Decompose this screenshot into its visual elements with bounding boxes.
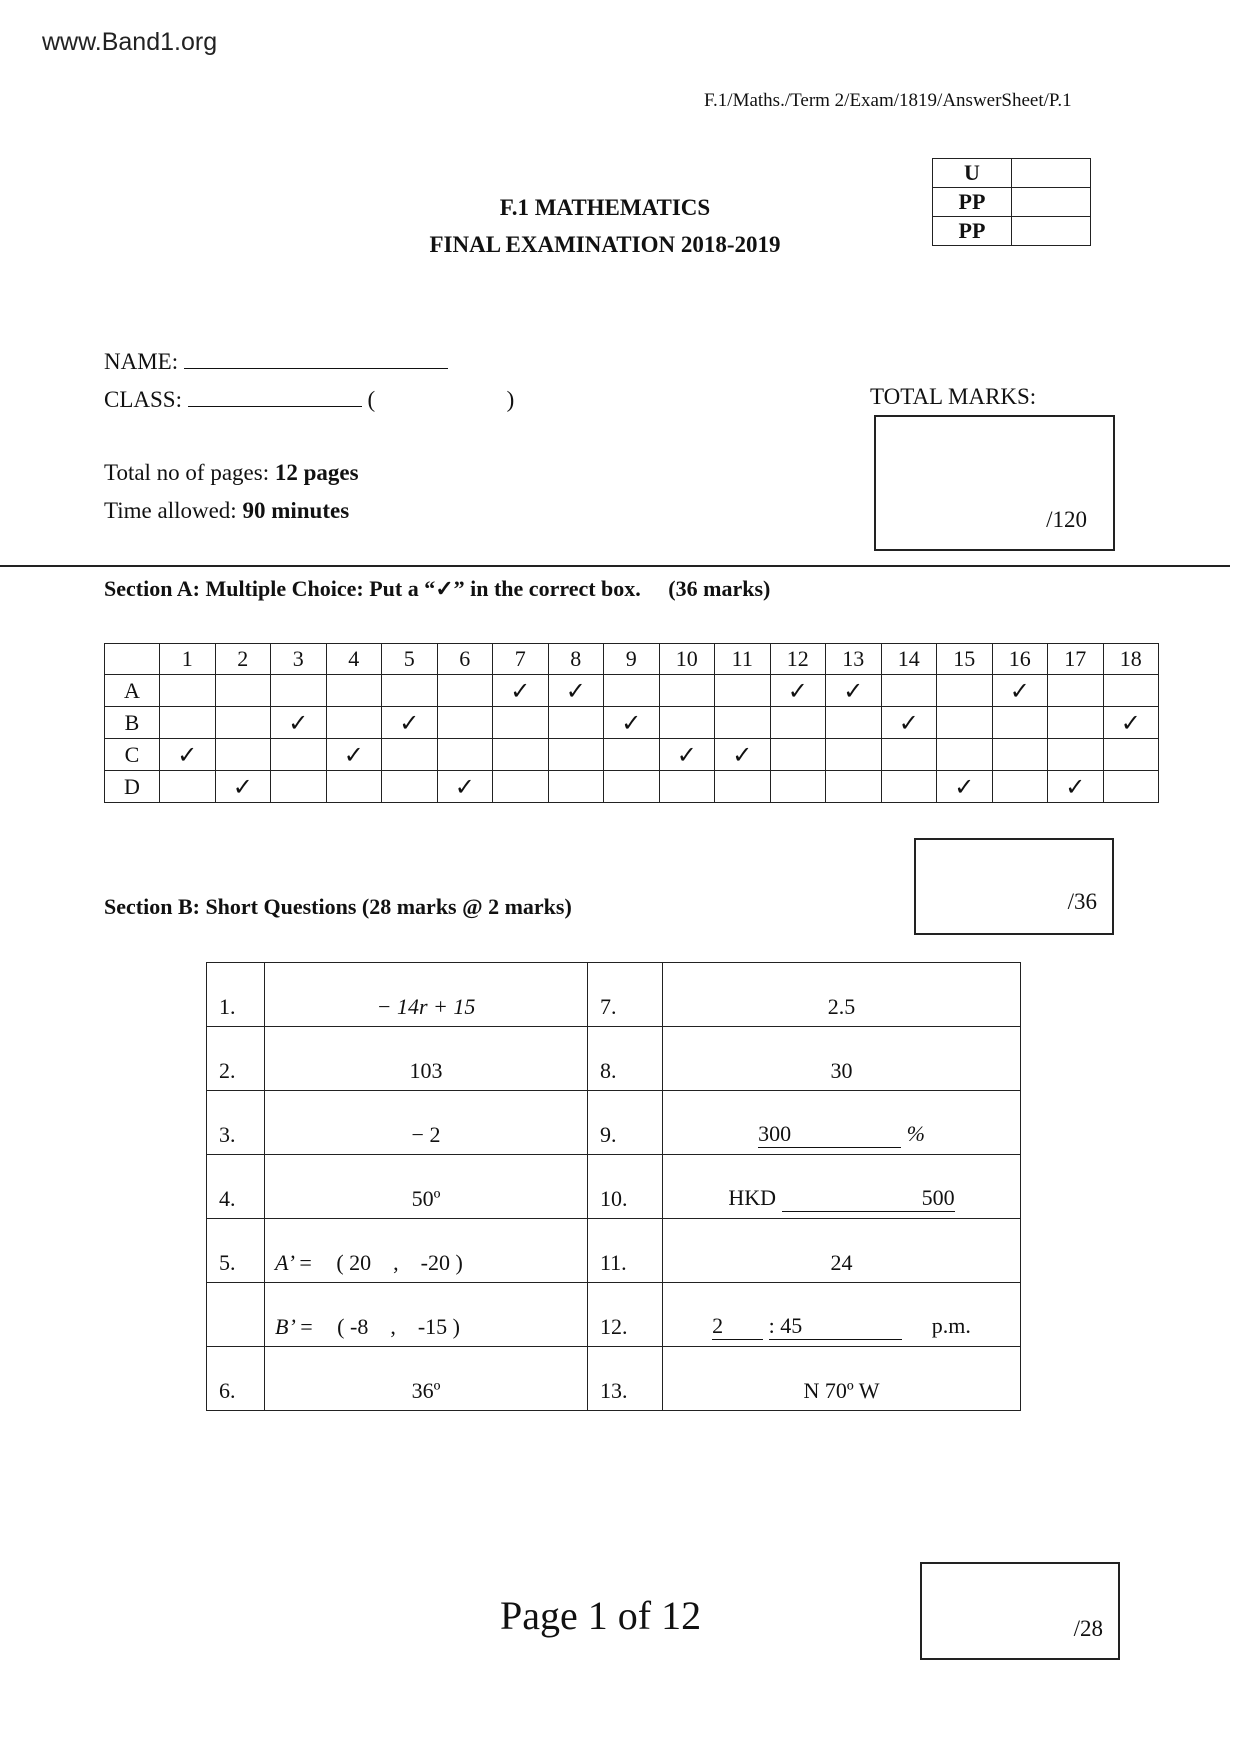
mc-answer-box-q1-a[interactable] bbox=[160, 675, 216, 707]
mc-answer-box-q15-c[interactable] bbox=[937, 739, 993, 771]
name-field[interactable] bbox=[184, 346, 448, 369]
table-row bbox=[207, 1219, 1021, 1283]
mc-answer-box-q18-c[interactable] bbox=[1103, 739, 1159, 771]
mc-answer-box-q9-a[interactable] bbox=[604, 675, 660, 707]
mc-answer-box-q10-b[interactable] bbox=[659, 707, 715, 739]
section-a-score-box[interactable] bbox=[914, 838, 1114, 935]
mc-question-number: 9 bbox=[604, 644, 660, 675]
mc-answer-box-q4-d[interactable] bbox=[326, 771, 382, 803]
q12-answer[interactable] bbox=[663, 1283, 1021, 1347]
mc-answer-box-q7-b[interactable] bbox=[493, 707, 549, 739]
mc-option-label: B bbox=[105, 707, 160, 739]
table-row bbox=[207, 1155, 1021, 1219]
mc-answer-box-q11-b[interactable] bbox=[715, 707, 771, 739]
mc-answer-box-q12-a[interactable]: ✓ bbox=[770, 675, 826, 707]
site-watermark: www.Band1.org bbox=[42, 28, 218, 56]
q3-number: 3. bbox=[207, 1091, 265, 1155]
q5-answer-a[interactable] bbox=[265, 1219, 588, 1283]
mc-option-row-d bbox=[105, 771, 1159, 803]
mc-option-row-b bbox=[105, 707, 1159, 739]
time-value: 90 minutes bbox=[242, 498, 350, 523]
mc-answer-box-q5-d[interactable] bbox=[382, 771, 438, 803]
mc-answer-box-q18-d[interactable] bbox=[1103, 771, 1159, 803]
q10-currency: HKD bbox=[728, 1185, 777, 1210]
mc-answer-box-q10-c[interactable]: ✓ bbox=[659, 739, 715, 771]
mc-answer-box-q16-c[interactable] bbox=[992, 739, 1048, 771]
mc-question-number: 2 bbox=[215, 644, 271, 675]
mc-answer-box-q9-b[interactable]: ✓ bbox=[604, 707, 660, 739]
q12-number: 12. bbox=[588, 1283, 663, 1347]
mc-answer-box-q15-a[interactable] bbox=[937, 675, 993, 707]
q13-answer[interactable]: N 70º W bbox=[663, 1347, 1021, 1411]
mc-answer-box-q16-d[interactable] bbox=[992, 771, 1048, 803]
table-row bbox=[207, 963, 1021, 1027]
upp-label-pp2: PP bbox=[933, 217, 1012, 246]
q5-a-label: A’ = bbox=[275, 1250, 313, 1275]
total-marks-box[interactable] bbox=[874, 415, 1115, 551]
q5-number-blank bbox=[207, 1283, 265, 1347]
mc-answer-box-q6-c[interactable] bbox=[437, 739, 493, 771]
class-label: CLASS: bbox=[104, 387, 182, 412]
mc-answer-box-q14-b[interactable]: ✓ bbox=[881, 707, 937, 739]
mc-answer-box-q6-b[interactable] bbox=[437, 707, 493, 739]
mc-answer-box-q6-d[interactable]: ✓ bbox=[437, 771, 493, 803]
document-reference: F.1/Maths./Term 2/Exam/1819/AnswerSheet/P.1 bbox=[704, 90, 1072, 111]
mc-answer-box-q3-b[interactable]: ✓ bbox=[271, 707, 327, 739]
mc-answer-box-q8-a[interactable]: ✓ bbox=[548, 675, 604, 707]
mc-answer-box-q1-d[interactable] bbox=[160, 771, 216, 803]
mc-answer-box-q11-d[interactable] bbox=[715, 771, 771, 803]
mc-answer-box-q8-d[interactable] bbox=[548, 771, 604, 803]
total-marks-max: /120 bbox=[1046, 507, 1087, 532]
mc-question-number: 13 bbox=[826, 644, 882, 675]
name-row bbox=[104, 346, 448, 375]
q5-b-value: ( -8 , -15 ) bbox=[337, 1314, 460, 1339]
mc-answer-box-q17-c[interactable] bbox=[1048, 739, 1104, 771]
q12-suffix: p.m. bbox=[931, 1313, 971, 1338]
upp-label-u: U bbox=[933, 159, 1012, 188]
mc-answer-box-q17-b[interactable] bbox=[1048, 707, 1104, 739]
mc-answer-box-q7-a[interactable]: ✓ bbox=[493, 675, 549, 707]
mc-answer-box-q14-a[interactable] bbox=[881, 675, 937, 707]
mc-answer-box-q9-c[interactable] bbox=[604, 739, 660, 771]
q5-answer-b[interactable] bbox=[265, 1283, 588, 1347]
table-row bbox=[207, 1347, 1021, 1411]
time-label: Time allowed: bbox=[104, 498, 243, 523]
q6-number: 6. bbox=[207, 1347, 265, 1411]
q1-number: 1. bbox=[207, 963, 265, 1027]
q9-answer-value: 300 bbox=[758, 1121, 901, 1148]
mc-answer-box-q13-c[interactable] bbox=[826, 739, 882, 771]
mc-answer-box-q8-c[interactable] bbox=[548, 739, 604, 771]
class-number-open: ( bbox=[367, 387, 376, 412]
section-a-marks: (36 marks) bbox=[668, 576, 771, 601]
q10-number: 10. bbox=[588, 1155, 663, 1219]
mc-answer-box-q5-a[interactable] bbox=[382, 675, 438, 707]
mc-question-number: 12 bbox=[770, 644, 826, 675]
q12-minutes: : 45 bbox=[769, 1313, 903, 1340]
pages-info bbox=[104, 460, 359, 486]
q2-number: 2. bbox=[207, 1027, 265, 1091]
section-a-title: Section A: Multiple Choice: Put a “✓” in the correct box. bbox=[104, 576, 641, 601]
mc-question-number: 16 bbox=[992, 644, 1048, 675]
section-b-title: Section B: Short Questions (28 marks @ 2 marks) bbox=[104, 894, 572, 919]
class-number-close: ) bbox=[506, 387, 515, 412]
q1-answer[interactable] bbox=[265, 963, 588, 1027]
mc-option-row-a bbox=[105, 675, 1159, 707]
mc-answer-box-q4-a[interactable] bbox=[326, 675, 382, 707]
mc-answer-box-q13-d[interactable] bbox=[826, 771, 882, 803]
section-a-max: /36 bbox=[1067, 889, 1097, 914]
mc-question-number: 6 bbox=[437, 644, 493, 675]
mc-option-label: A bbox=[105, 675, 160, 707]
mc-answer-box-q18-a[interactable] bbox=[1103, 675, 1159, 707]
mc-answer-box-q6-a[interactable] bbox=[437, 675, 493, 707]
section-divider bbox=[0, 565, 1230, 567]
mc-answer-box-q13-b[interactable] bbox=[826, 707, 882, 739]
table-row bbox=[207, 1283, 1021, 1347]
q5-a-value: ( 20 , -20 ) bbox=[336, 1250, 463, 1275]
mc-answer-box-q3-d[interactable] bbox=[271, 771, 327, 803]
mc-answer-box-q7-c[interactable] bbox=[493, 739, 549, 771]
exam-subject-title: F.1 MATHEMATICS bbox=[499, 195, 711, 220]
q5-b-label: B’ = bbox=[275, 1314, 314, 1339]
mc-answer-box-q3-a[interactable] bbox=[271, 675, 327, 707]
mc-answer-box-q14-c[interactable] bbox=[881, 739, 937, 771]
mc-answer-box-q4-b[interactable] bbox=[326, 707, 382, 739]
mc-answer-box-q16-a[interactable]: ✓ bbox=[992, 675, 1048, 707]
q7-number: 7. bbox=[588, 963, 663, 1027]
mc-answer-box-q10-d[interactable] bbox=[659, 771, 715, 803]
table-row bbox=[207, 1027, 1021, 1091]
upp-marker-table bbox=[932, 158, 1091, 246]
mc-answer-box-q7-d[interactable] bbox=[493, 771, 549, 803]
mc-answer-box-q13-a[interactable]: ✓ bbox=[826, 675, 882, 707]
mc-answer-box-q12-b[interactable] bbox=[770, 707, 826, 739]
q4-number: 4. bbox=[207, 1155, 265, 1219]
mc-question-number: 18 bbox=[1103, 644, 1159, 675]
mc-question-number: 11 bbox=[715, 644, 771, 675]
q3-answer[interactable]: − 2 bbox=[265, 1091, 588, 1155]
q4-answer[interactable]: 50º bbox=[265, 1155, 588, 1219]
mc-answer-box-q2-c[interactable] bbox=[215, 739, 271, 771]
mc-answer-box-q1-c[interactable]: ✓ bbox=[160, 739, 216, 771]
mc-answer-box-q15-d[interactable]: ✓ bbox=[937, 771, 993, 803]
mc-corner-cell bbox=[105, 644, 160, 675]
q6-answer[interactable]: 36º bbox=[265, 1347, 588, 1411]
mc-answer-box-q12-c[interactable] bbox=[770, 739, 826, 771]
time-info bbox=[104, 498, 349, 524]
name-label: NAME: bbox=[104, 349, 179, 374]
page-number: Page 1 of 12 bbox=[500, 1593, 702, 1638]
mc-answer-box-q18-b[interactable]: ✓ bbox=[1103, 707, 1159, 739]
q11-answer[interactable]: 24 bbox=[663, 1219, 1021, 1283]
mc-question-number: 4 bbox=[326, 644, 382, 675]
upp-field-u[interactable] bbox=[1012, 159, 1091, 188]
q12-hour: 2 bbox=[712, 1313, 763, 1340]
mc-question-number: 8 bbox=[548, 644, 604, 675]
mc-question-number: 10 bbox=[659, 644, 715, 675]
q8-answer[interactable]: 30 bbox=[663, 1027, 1021, 1091]
mc-answer-box-q16-b[interactable] bbox=[992, 707, 1048, 739]
short-questions-table bbox=[206, 962, 1021, 1411]
mc-answer-box-q11-a[interactable] bbox=[715, 675, 771, 707]
q8-number: 8. bbox=[588, 1027, 663, 1091]
class-field[interactable] bbox=[188, 384, 362, 407]
class-row bbox=[104, 384, 514, 413]
mc-answer-box-q4-c[interactable]: ✓ bbox=[326, 739, 382, 771]
mc-answer-box-q3-c[interactable] bbox=[271, 739, 327, 771]
mc-answer-box-q8-b[interactable] bbox=[548, 707, 604, 739]
mc-answer-box-q2-d[interactable]: ✓ bbox=[215, 771, 271, 803]
q2-answer[interactable]: 103 bbox=[265, 1027, 588, 1091]
mc-answer-box-q17-a[interactable] bbox=[1048, 675, 1104, 707]
mc-option-label: C bbox=[105, 739, 160, 771]
mc-header-row bbox=[105, 644, 1159, 675]
mc-answer-box-q2-b[interactable] bbox=[215, 707, 271, 739]
q9-answer-unit: % bbox=[906, 1121, 925, 1146]
table-row bbox=[207, 1091, 1021, 1155]
exam-name-title: FINAL EXAMINATION 2018-2019 bbox=[429, 232, 781, 257]
multiple-choice-grid bbox=[104, 643, 1159, 803]
q9-answer[interactable] bbox=[663, 1091, 1021, 1155]
q13-number: 13. bbox=[588, 1347, 663, 1411]
section-a-heading bbox=[104, 576, 770, 602]
section-b-score-box[interactable] bbox=[920, 1562, 1120, 1660]
mc-answer-box-q5-b[interactable]: ✓ bbox=[382, 707, 438, 739]
q1-answer-text: − 14r + 15 bbox=[376, 994, 476, 1019]
q7-answer[interactable]: 2.5 bbox=[663, 963, 1021, 1027]
mc-answer-box-q10-a[interactable] bbox=[659, 675, 715, 707]
mc-answer-box-q2-a[interactable] bbox=[215, 675, 271, 707]
q5-number: 5. bbox=[207, 1219, 265, 1283]
mc-question-number: 3 bbox=[271, 644, 327, 675]
mc-answer-box-q15-b[interactable] bbox=[937, 707, 993, 739]
pages-label: Total no of pages: bbox=[104, 460, 275, 485]
mc-answer-box-q14-d[interactable] bbox=[881, 771, 937, 803]
upp-field-pp2[interactable] bbox=[1012, 217, 1091, 246]
mc-answer-box-q1-b[interactable] bbox=[160, 707, 216, 739]
pages-value: 12 pages bbox=[274, 460, 359, 485]
total-marks-label: TOTAL MARKS: bbox=[870, 384, 1037, 409]
mc-question-number: 15 bbox=[937, 644, 993, 675]
mc-answer-box-q9-d[interactable] bbox=[604, 771, 660, 803]
q10-answer[interactable] bbox=[663, 1155, 1021, 1219]
mc-option-label: D bbox=[105, 771, 160, 803]
upp-field-pp1[interactable] bbox=[1012, 188, 1091, 217]
mc-answer-box-q12-d[interactable] bbox=[770, 771, 826, 803]
section-b-max: /28 bbox=[1073, 1616, 1103, 1641]
mc-answer-box-q5-c[interactable] bbox=[382, 739, 438, 771]
mc-question-number: 5 bbox=[382, 644, 438, 675]
mc-question-number: 7 bbox=[493, 644, 549, 675]
upp-label-pp1: PP bbox=[933, 188, 1012, 217]
mc-question-number: 14 bbox=[881, 644, 937, 675]
q11-number: 11. bbox=[588, 1219, 663, 1283]
mc-answer-box-q17-d[interactable]: ✓ bbox=[1048, 771, 1104, 803]
mc-question-number: 17 bbox=[1048, 644, 1104, 675]
q9-number: 9. bbox=[588, 1091, 663, 1155]
q10-answer-value: 500 bbox=[782, 1185, 955, 1212]
mc-option-row-c bbox=[105, 739, 1159, 771]
mc-question-number: 1 bbox=[160, 644, 216, 675]
mc-answer-box-q11-c[interactable]: ✓ bbox=[715, 739, 771, 771]
